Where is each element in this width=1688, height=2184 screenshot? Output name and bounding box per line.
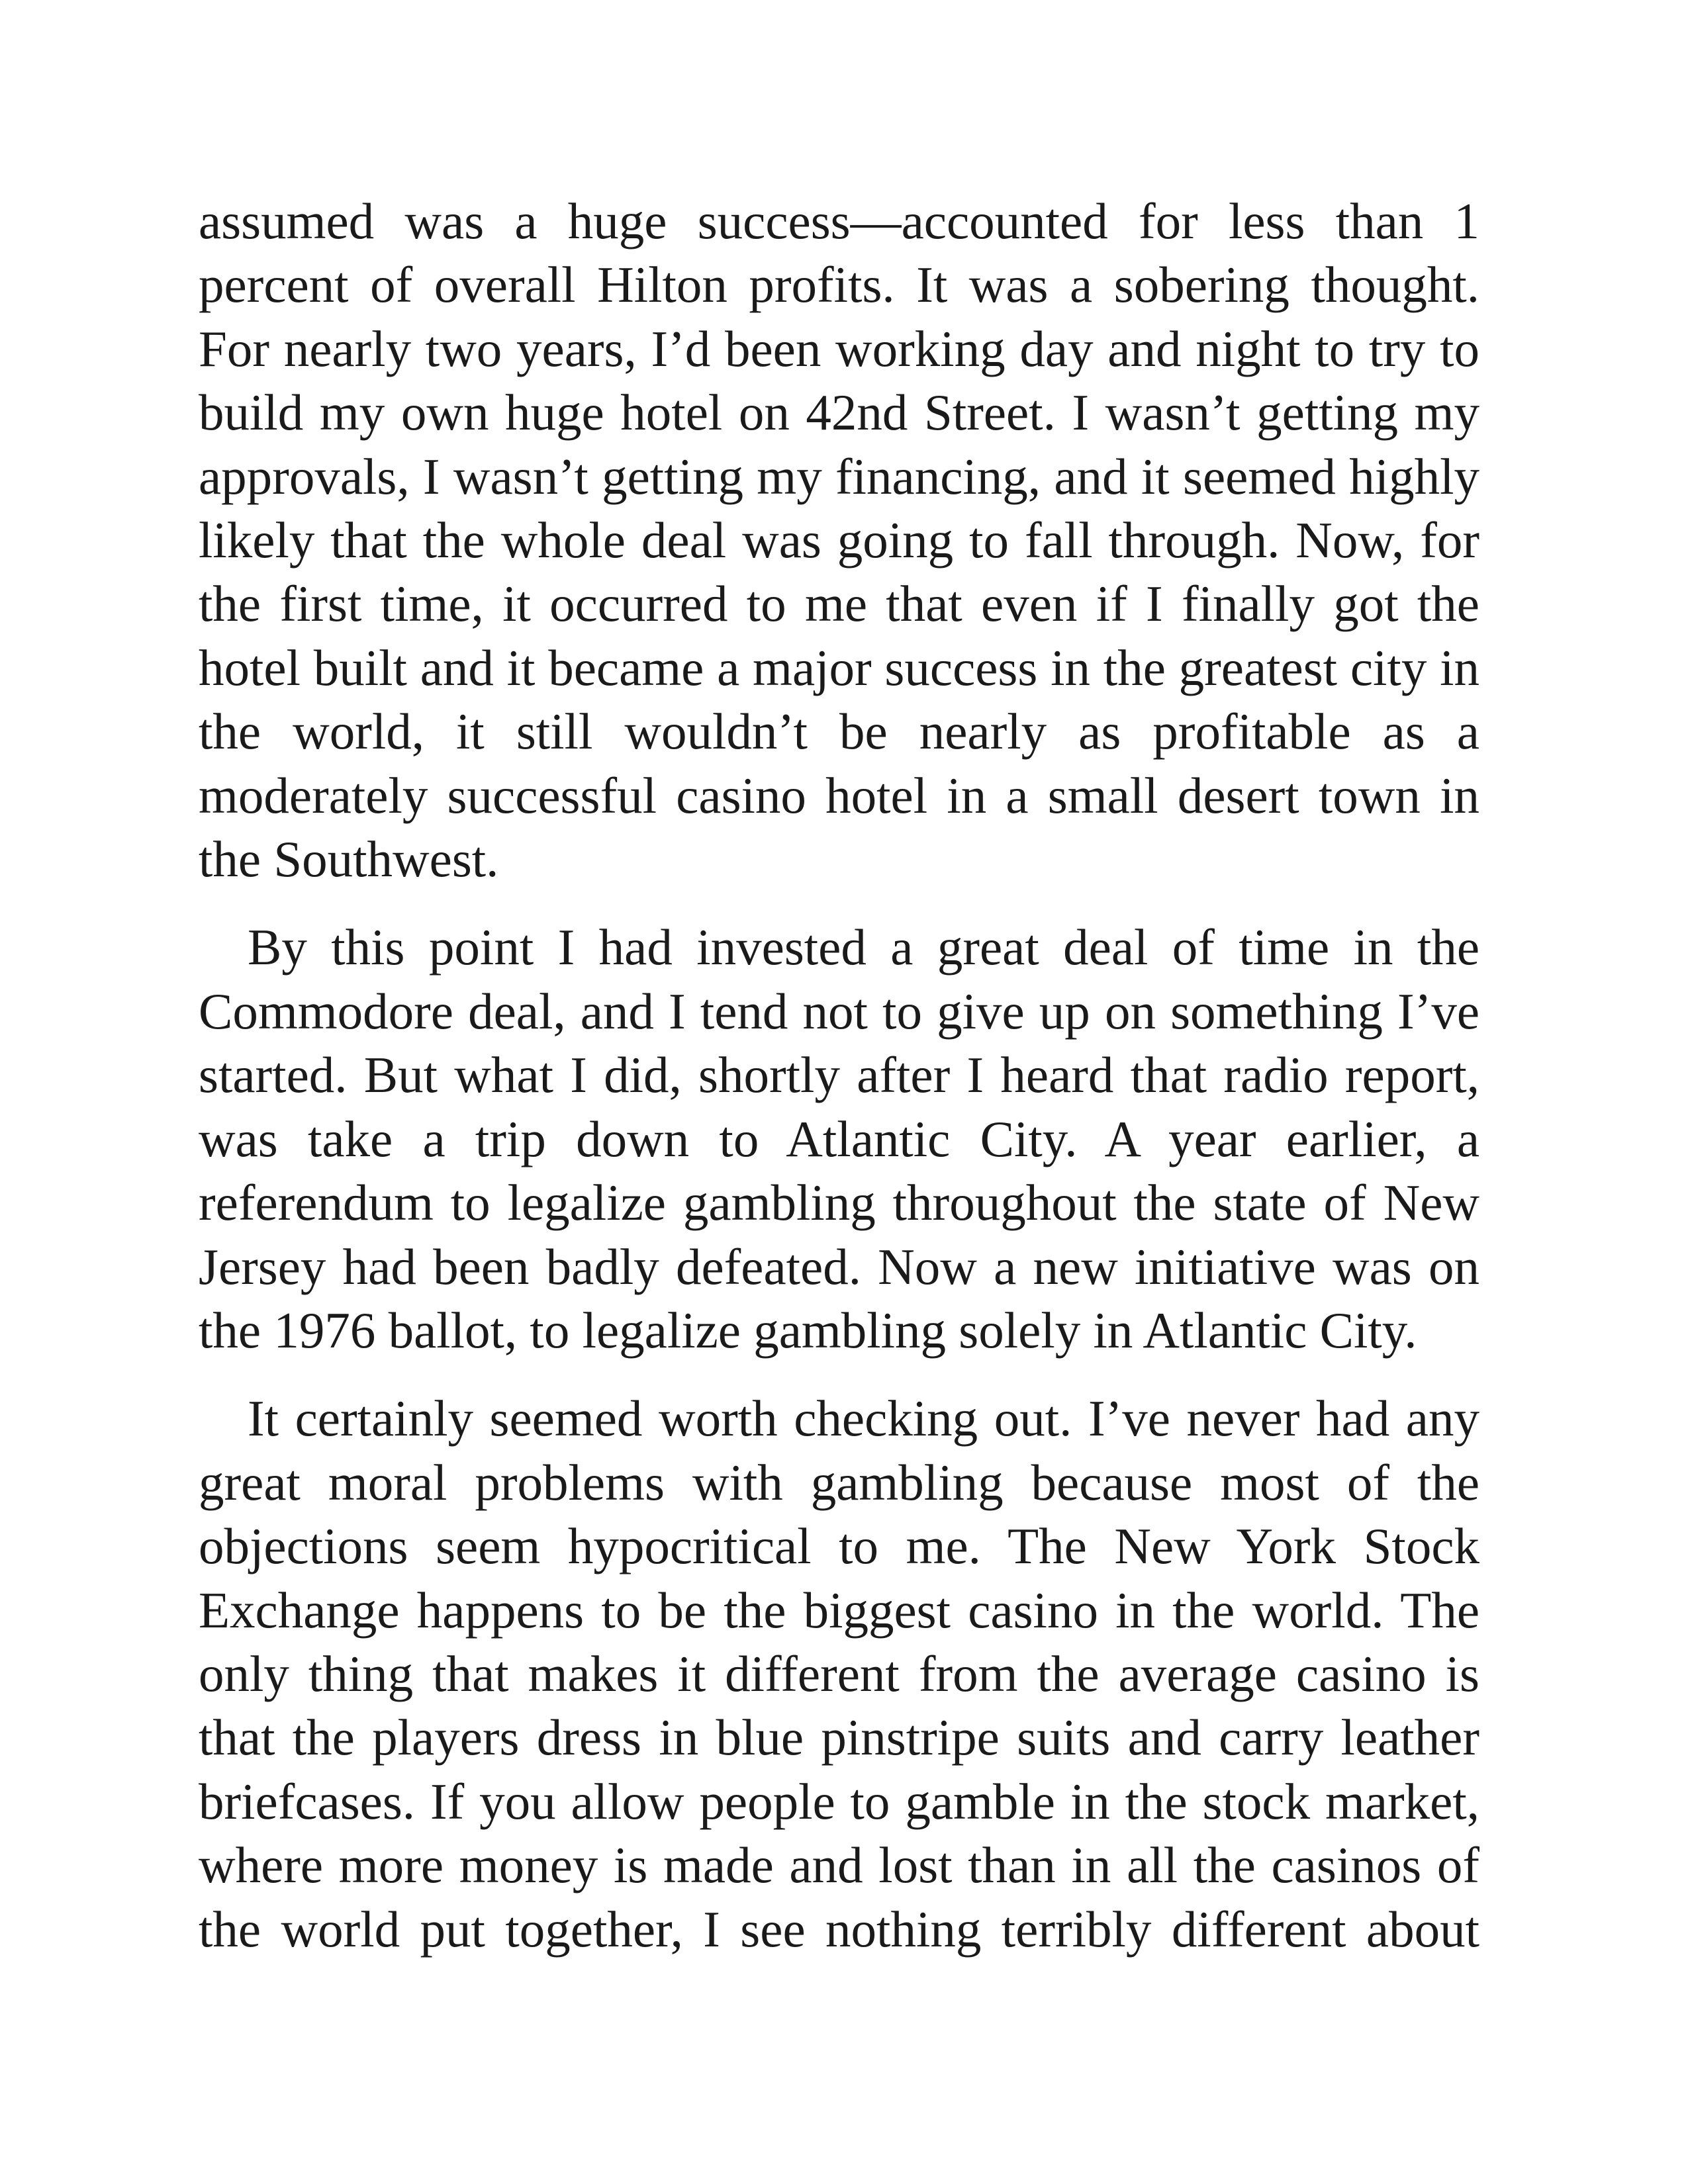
- paragraph-2: By this point I had invested a great deal of time in the Commodore deal, and I tend not to give up on something I’ve started. But what I did, shortly after I heard that radio report, was take a trip down to Atlantic City. A year earlier, a referendum to legalize gambling throughout the state of New Jersey had been badly defeated. Now a new initiative was on the 1976 ballot, to legalize gambling solely in Atlantic City.: [199, 919, 1479, 1359]
- body-text: [199, 189, 1479, 1961]
- paragraph-3: It certainly seemed worth checking out. I’ve never had any great moral problems with gambling because most of the objections seem hypocritical to me. The New York Stock Exchange happens to be the biggest casino in the world. The only thing that makes it different from the average casino is that the players dress in blue pinstripe suits and carry leather briefcases. If you allow people to gamble in the stock market, where more money is made and lost than in all the casinos of the world put together, I see nothing terribly different about: [199, 1390, 1479, 1958]
- paragraph-1: assumed was a huge success—accounted for less than 1 percent of overall Hilton profits. It was a sobering thought. For nearly two years, I’d been working day and night to try to build my own huge hotel on 42nd Street. I wasn’t getting my approvals, I wasn’t getting my financing, and it seemed highly likely that the whole deal was going to fall through. Now, for the first time, it occurred to me that even if I finally got the hotel built and it became a major success in the greatest city in the world, it still wouldn’t be nearly as profitable as a moderately successful casino hotel in a small desert town in the Southwest.: [199, 193, 1479, 888]
